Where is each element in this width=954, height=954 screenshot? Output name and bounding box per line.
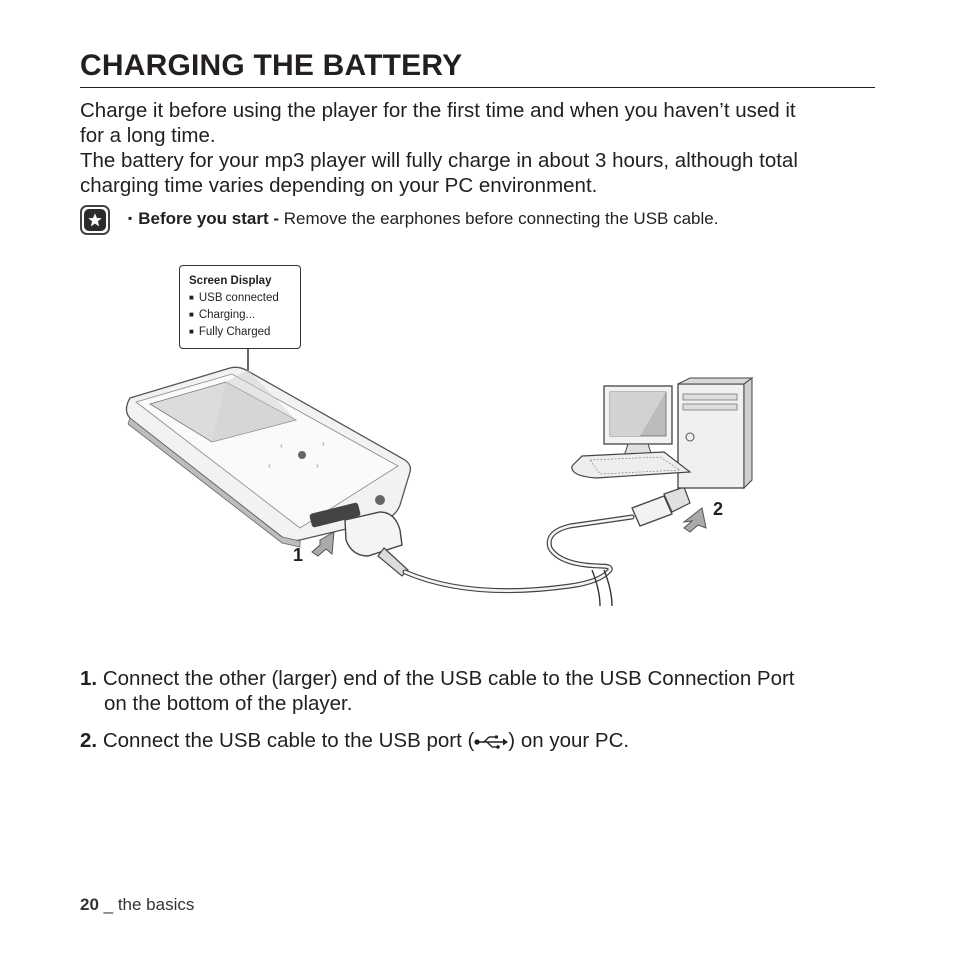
page-number: 20 bbox=[80, 895, 99, 914]
step-number: 2. bbox=[80, 729, 98, 752]
step-text: ) on your PC. bbox=[508, 729, 630, 752]
step-text: Connect the other (larger) end of the USB cable to the USB Connection Port bbox=[102, 667, 795, 690]
usb-symbol-icon bbox=[474, 735, 508, 749]
note-text bbox=[128, 208, 718, 231]
step-1-label: 1 bbox=[293, 545, 304, 565]
svg-text:‹: ‹ bbox=[280, 441, 283, 450]
usb-plug-illustration bbox=[632, 487, 690, 526]
step-text: Connect the USB cable to the USB port ( bbox=[102, 729, 475, 752]
callout-item: ■ Fully Charged bbox=[189, 326, 271, 338]
step-number: 1. bbox=[80, 667, 98, 690]
section-name: _ the basics bbox=[98, 895, 195, 914]
page-footer bbox=[80, 895, 194, 915]
insert-arrow-2 bbox=[684, 508, 706, 532]
intro-line: for a long time. bbox=[80, 124, 216, 147]
intro-line: charging time varies depending on your PC environment. bbox=[80, 174, 598, 197]
note-label: Before you start - bbox=[138, 209, 280, 228]
charging-illustration bbox=[120, 345, 760, 620]
svg-text:‹: ‹ bbox=[268, 461, 271, 470]
screen-display-callout bbox=[179, 265, 301, 349]
callout-item-text: Charging... bbox=[198, 309, 256, 321]
note-bullet: ▪ bbox=[128, 211, 133, 225]
callout-title: Screen Display bbox=[189, 275, 272, 287]
step-2-label: 2 bbox=[713, 499, 724, 519]
intro-line: The battery for your mp3 player will fully charge in about 3 hours, although total bbox=[80, 149, 798, 172]
callout-item-text: Fully Charged bbox=[198, 326, 271, 338]
step-2 bbox=[80, 728, 880, 753]
callout-item-text: USB connected bbox=[198, 292, 279, 304]
svg-text:›: › bbox=[316, 461, 319, 470]
note-body: Remove the earphones before connecting the USB cable. bbox=[279, 209, 719, 228]
callout-item: ■ Charging... bbox=[189, 309, 256, 321]
intro-paragraph bbox=[80, 98, 880, 198]
callout-item: ■ USB connected bbox=[189, 292, 279, 304]
title-divider bbox=[80, 87, 875, 88]
svg-text:›: › bbox=[322, 439, 325, 448]
step-text: on the bottom of the player. bbox=[104, 692, 353, 715]
star-note-icon bbox=[80, 205, 110, 235]
desktop-pc-illustration bbox=[572, 378, 752, 488]
intro-line: Charge it before using the player for the first time and when you haven’t used it bbox=[80, 99, 796, 122]
usb-connector-illustration bbox=[345, 512, 408, 576]
page-title: CHARGING THE BATTERY bbox=[80, 49, 463, 82]
step-1 bbox=[80, 666, 880, 716]
